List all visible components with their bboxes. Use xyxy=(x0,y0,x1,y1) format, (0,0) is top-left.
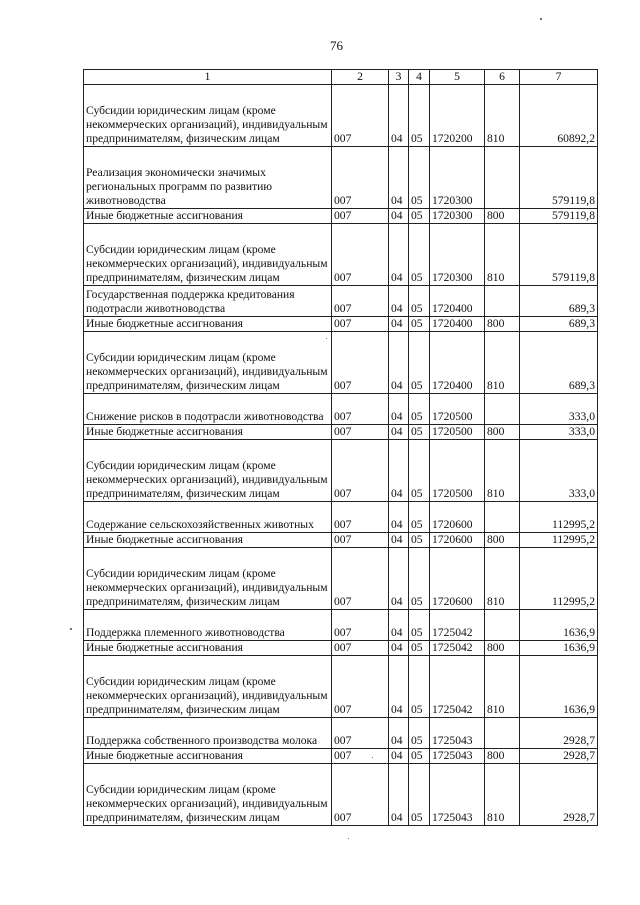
row-code-4: 05 xyxy=(409,85,430,147)
row-name-cell: Иные бюджетные ассигнования xyxy=(84,641,332,656)
row-code-3: 04 xyxy=(389,718,409,749)
row-code-6 xyxy=(485,394,520,425)
table-row xyxy=(84,533,598,548)
row-code-6 xyxy=(485,718,520,749)
row-code-4: 05 xyxy=(409,209,430,224)
row-code-2: 007 xyxy=(332,440,389,502)
row-code-4: 05 xyxy=(409,394,430,425)
row-code-2: 007 xyxy=(332,332,389,394)
scan-speck xyxy=(540,18,542,20)
row-code-3: 04 xyxy=(389,764,409,826)
row-name-cell: Иные бюджетные ассигнования xyxy=(84,209,332,224)
row-code-3: 04 xyxy=(389,332,409,394)
row-code-5: 1720400 xyxy=(430,317,485,332)
row-code-4: 05 xyxy=(409,641,430,656)
row-code-3: 04 xyxy=(389,147,409,209)
row-name-cell: Иные бюджетные ассигнования xyxy=(84,533,332,548)
row-amount: 333,0 xyxy=(520,425,598,440)
row-code-3: 04 xyxy=(389,440,409,502)
row-amount: 2928,7 xyxy=(520,749,598,764)
table-row xyxy=(84,440,598,502)
row-name-cell: Иные бюджетные ассигнования xyxy=(84,317,332,332)
row-code-5: 1720300 xyxy=(430,224,485,286)
row-code-5: 1720600 xyxy=(430,533,485,548)
row-code-5: 1720400 xyxy=(430,286,485,317)
row-code-5: 1725043 xyxy=(430,764,485,826)
header-row xyxy=(84,70,598,85)
row-name-cell: Реализация экономически значимых региональных программ по развитию животноводства xyxy=(84,147,332,209)
row-code-3: 04 xyxy=(389,394,409,425)
header-cell-3: 3 xyxy=(389,70,409,85)
row-code-6: 810 xyxy=(485,224,520,286)
row-amount: 112995,2 xyxy=(520,548,598,610)
row-code-2: 007 xyxy=(332,85,389,147)
table-row xyxy=(84,147,598,209)
table-row xyxy=(84,764,598,826)
row-name-cell: Субсидии юридическим лицам (кроме некоммерческих организаций), индивидуальным предпринимателям, физическим лицам xyxy=(84,85,332,147)
row-code-4: 05 xyxy=(409,502,430,533)
row-name-cell: Субсидии юридическим лицам (кроме некоммерческих организаций), индивидуальным предпринимателям, физическим лицам xyxy=(84,548,332,610)
row-name-cell: Поддержка собственного производства молока xyxy=(84,718,332,749)
row-name-cell: Иные бюджетные ассигнования xyxy=(84,425,332,440)
row-code-3: 04 xyxy=(389,85,409,147)
row-amount: 689,3 xyxy=(520,286,598,317)
row-amount: 689,3 xyxy=(520,317,598,332)
row-code-6 xyxy=(485,147,520,209)
row-code-4: 05 xyxy=(409,425,430,440)
row-code-2: 007 xyxy=(332,533,389,548)
header-cell-1: 1 xyxy=(84,70,332,85)
table-row xyxy=(84,224,598,286)
table-row xyxy=(84,317,598,332)
row-code-3: 04 xyxy=(389,610,409,641)
row-code-2: 007 xyxy=(332,749,389,764)
table-row xyxy=(84,85,598,147)
row-code-2: 007 xyxy=(332,224,389,286)
row-amount: 2928,7 xyxy=(520,764,598,826)
row-code-5: 1720600 xyxy=(430,502,485,533)
row-code-4: 05 xyxy=(409,548,430,610)
row-code-5: 1725043 xyxy=(430,718,485,749)
row-name-cell: Иные бюджетные ассигнования xyxy=(84,749,332,764)
row-code-5: 1725043 xyxy=(430,749,485,764)
scan-speck xyxy=(348,838,349,839)
header-cell-2: 2 xyxy=(332,70,389,85)
table-row xyxy=(84,286,598,317)
row-amount: 579119,8 xyxy=(520,147,598,209)
row-code-6: 810 xyxy=(485,85,520,147)
row-code-4: 05 xyxy=(409,533,430,548)
table-row xyxy=(84,610,598,641)
row-amount: 579119,8 xyxy=(520,209,598,224)
row-code-6: 800 xyxy=(485,641,520,656)
row-name-cell: Содержание сельскохозяйственных животных xyxy=(84,502,332,533)
row-code-4: 05 xyxy=(409,749,430,764)
budget-table xyxy=(83,69,598,826)
row-code-4: 05 xyxy=(409,224,430,286)
row-code-4: 05 xyxy=(409,764,430,826)
row-amount: 1636,9 xyxy=(520,641,598,656)
row-code-4: 05 xyxy=(409,610,430,641)
table-row xyxy=(84,548,598,610)
table-row xyxy=(84,394,598,425)
row-code-3: 04 xyxy=(389,749,409,764)
row-code-2: 007 xyxy=(332,656,389,718)
table-row xyxy=(84,502,598,533)
row-code-6: 800 xyxy=(485,425,520,440)
row-code-2: 007 xyxy=(332,718,389,749)
row-code-5: 1720300 xyxy=(430,147,485,209)
row-code-2: 007 xyxy=(332,548,389,610)
row-name-cell: Снижение рисков в подотрасли животноводства xyxy=(84,394,332,425)
row-code-2: 007 xyxy=(332,764,389,826)
row-amount: 1636,9 xyxy=(520,656,598,718)
row-amount: 689,3 xyxy=(520,332,598,394)
row-code-3: 04 xyxy=(389,502,409,533)
row-code-6: 810 xyxy=(485,548,520,610)
row-amount: 333,0 xyxy=(520,440,598,502)
row-code-3: 04 xyxy=(389,425,409,440)
row-amount: 112995,2 xyxy=(520,533,598,548)
row-code-3: 04 xyxy=(389,533,409,548)
header-cell-4: 4 xyxy=(409,70,430,85)
row-code-2: 007 xyxy=(332,286,389,317)
row-name-cell: Субсидии юридическим лицам (кроме некоммерческих организаций), индивидуальным предпринимателям, физическим лицам xyxy=(84,764,332,826)
row-code-3: 04 xyxy=(389,224,409,286)
table-row xyxy=(84,209,598,224)
row-code-6: 810 xyxy=(485,764,520,826)
row-code-3: 04 xyxy=(389,656,409,718)
row-code-4: 05 xyxy=(409,147,430,209)
row-amount: 2928,7 xyxy=(520,718,598,749)
row-code-4: 05 xyxy=(409,317,430,332)
scan-speck xyxy=(326,338,327,339)
row-amount: 60892,2 xyxy=(520,85,598,147)
row-code-4: 05 xyxy=(409,440,430,502)
row-code-5: 1725042 xyxy=(430,610,485,641)
row-amount: 112995,2 xyxy=(520,502,598,533)
row-code-6: 800 xyxy=(485,317,520,332)
table-row xyxy=(84,749,598,764)
row-code-2: 007 xyxy=(332,610,389,641)
row-code-5: 1720600 xyxy=(430,548,485,610)
row-code-5: 1725042 xyxy=(430,641,485,656)
row-name-cell: Субсидии юридическим лицам (кроме некоммерческих организаций), индивидуальным предпринимателям, физическим лицам xyxy=(84,440,332,502)
header-cell-7: 7 xyxy=(520,70,598,85)
row-code-6: 800 xyxy=(485,209,520,224)
table-row xyxy=(84,332,598,394)
scan-speck xyxy=(70,628,72,630)
row-code-6: 810 xyxy=(485,332,520,394)
row-name-cell: Поддержка племенного животноводства xyxy=(84,610,332,641)
row-code-5: 1720500 xyxy=(430,425,485,440)
row-code-6: 810 xyxy=(485,656,520,718)
row-code-5: 1720300 xyxy=(430,209,485,224)
row-code-6: 800 xyxy=(485,749,520,764)
row-code-5: 1720200 xyxy=(430,85,485,147)
row-amount: 1636,9 xyxy=(520,610,598,641)
row-code-4: 05 xyxy=(409,656,430,718)
row-code-2: 007 xyxy=(332,394,389,425)
row-code-5: 1720500 xyxy=(430,394,485,425)
row-name-cell: Государственная поддержка кредитования подотрасли животноводства xyxy=(84,286,332,317)
row-name-cell: Субсидии юридическим лицам (кроме некоммерческих организаций), индивидуальным предпринимателям, физическим лицам xyxy=(84,656,332,718)
row-code-2: 007 xyxy=(332,317,389,332)
row-amount: 333,0 xyxy=(520,394,598,425)
row-code-4: 05 xyxy=(409,718,430,749)
row-code-6 xyxy=(485,610,520,641)
row-code-5: 1720400 xyxy=(430,332,485,394)
table-row xyxy=(84,718,598,749)
table-row xyxy=(84,425,598,440)
scan-speck xyxy=(372,757,373,758)
header-cell-6: 6 xyxy=(485,70,520,85)
row-code-3: 04 xyxy=(389,286,409,317)
row-code-3: 04 xyxy=(389,209,409,224)
row-code-6 xyxy=(485,502,520,533)
page-number: 76 xyxy=(330,38,343,53)
row-code-5: 1720500 xyxy=(430,440,485,502)
row-code-2: 007 xyxy=(332,425,389,440)
row-code-4: 05 xyxy=(409,332,430,394)
row-code-2: 007 xyxy=(332,209,389,224)
row-code-6: 800 xyxy=(485,533,520,548)
row-code-3: 04 xyxy=(389,641,409,656)
row-code-3: 04 xyxy=(389,548,409,610)
table-row xyxy=(84,641,598,656)
row-name-cell: Субсидии юридическим лицам (кроме некоммерческих организаций), индивидуальным предпринимателям, физическим лицам xyxy=(84,332,332,394)
row-code-4: 05 xyxy=(409,286,430,317)
row-code-6: 810 xyxy=(485,440,520,502)
table-row xyxy=(84,656,598,718)
header-cell-5: 5 xyxy=(430,70,485,85)
row-code-2: 007 xyxy=(332,502,389,533)
row-name-cell: Субсидии юридическим лицам (кроме некоммерческих организаций), индивидуальным предпринимателям, физическим лицам xyxy=(84,224,332,286)
row-code-6 xyxy=(485,286,520,317)
row-amount: 579119,8 xyxy=(520,224,598,286)
row-code-5: 1725042 xyxy=(430,656,485,718)
row-code-3: 04 xyxy=(389,317,409,332)
row-code-2: 007 xyxy=(332,147,389,209)
row-code-2: 007 xyxy=(332,641,389,656)
